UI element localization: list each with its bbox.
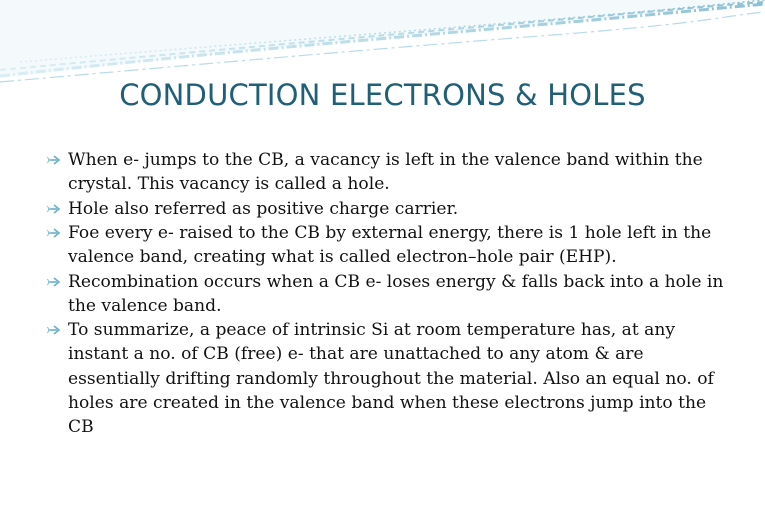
bullet-text: Foe every e- raised to the CB by external energy, there is 1 hole left in the valence band, creating what is called electron–hole pair (EHP). [68, 222, 712, 268]
bullet-item [46, 221, 736, 269]
bullet-text: Hole also referred as positive charge carrier. [68, 198, 459, 219]
arrow-bullet-icon [46, 322, 64, 338]
bullet-list [46, 148, 736, 439]
arrow-bullet-icon [46, 225, 64, 241]
bullet-text: Recombination occurs when a CB e- loses energy & falls back into a hole in the valence band. [68, 271, 724, 316]
slide-title: CONDUCTION ELECTRONS & HOLES [119, 78, 646, 112]
arrow-bullet-icon [46, 201, 64, 217]
bullet-item [46, 197, 736, 221]
header-wave-decoration [0, 0, 765, 90]
bullet-text: To summarize, a peace of intrinsic Si at room temperature has, at any instant a no. of CB (free) e- that are unattached to any atom & are essentially drifting randomly throughout the material. Also an equal no. of holes are created in the valence band when these electrons jump into the CB [68, 320, 714, 437]
bullet-text: When e- jumps to the CB, a vacancy is left in the valence band within the crystal. This vacancy is called a hole. [68, 150, 703, 195]
bullet-item [46, 270, 736, 318]
arrow-bullet-icon [46, 152, 64, 168]
arrow-bullet-icon [46, 274, 64, 290]
bullet-item [46, 318, 736, 439]
bullet-item [46, 148, 736, 196]
